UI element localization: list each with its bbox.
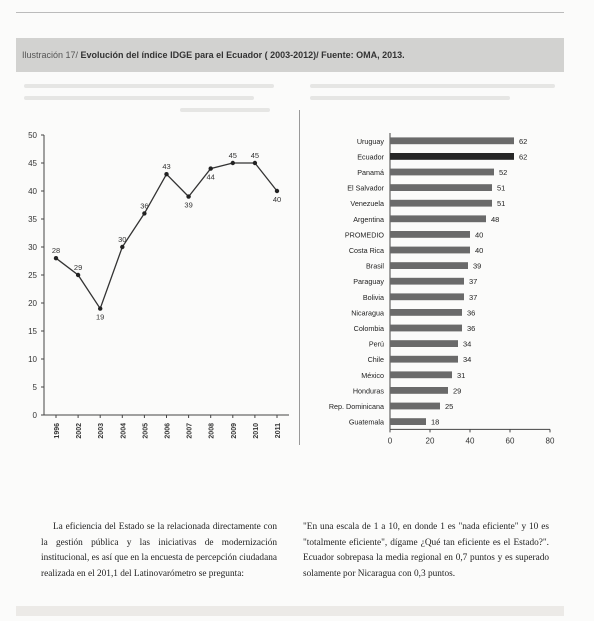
- y-tick-label: 5: [32, 383, 37, 392]
- data-point: [164, 172, 168, 176]
- show-through-line: [310, 84, 555, 88]
- category-label: Chile: [367, 355, 384, 365]
- category-label: Bolivia: [362, 292, 384, 302]
- data-label: 45: [228, 151, 237, 160]
- bar: [390, 325, 462, 332]
- data-label: 30: [118, 235, 127, 244]
- series-line: [56, 163, 277, 309]
- show-through-line: [24, 84, 274, 88]
- data-label: 28: [51, 246, 61, 256]
- category-label: Colombia: [353, 324, 384, 333]
- bar-value-label: 36: [467, 308, 476, 318]
- bar-value-label: 40: [475, 246, 484, 255]
- bar: [390, 356, 458, 363]
- bar: [390, 371, 452, 378]
- top-rule: [16, 12, 564, 13]
- y-tick-label: 50: [28, 131, 37, 140]
- category-label: Nicaragua: [351, 308, 384, 318]
- x-tick-label: 40: [465, 436, 475, 446]
- data-point: [76, 273, 80, 277]
- x-tick-label: 2007: [186, 423, 194, 439]
- bar: [390, 340, 458, 347]
- bar-value-label: 34: [463, 355, 472, 365]
- bar-value-label: 40: [475, 230, 484, 240]
- x-tick-label: 2006: [164, 423, 172, 439]
- data-label: 36: [140, 201, 149, 211]
- bar: [390, 137, 514, 144]
- bar: [390, 309, 462, 316]
- bar: [390, 387, 448, 394]
- category-label: Uruguay: [356, 136, 384, 146]
- x-tick-label: 2009: [230, 423, 238, 439]
- x-tick-label: 2004: [120, 423, 128, 439]
- x-tick-label: 0: [387, 436, 393, 446]
- bar-value-label: 25: [445, 402, 454, 411]
- bar: [390, 153, 514, 160]
- bar: [390, 169, 494, 176]
- data-label: 45: [250, 151, 260, 160]
- category-label: Panamá: [357, 168, 384, 177]
- bar-value-label: 62: [519, 152, 528, 162]
- caption-label: Ilustración 17/: [22, 50, 79, 60]
- data-point: [186, 194, 190, 198]
- category-label: Paraguay: [353, 277, 384, 287]
- y-tick-label: 40: [28, 187, 37, 196]
- show-through-line: [180, 108, 270, 112]
- x-tick-label: 2002: [76, 423, 84, 439]
- data-point: [120, 245, 124, 249]
- bar-value-label: 31: [457, 370, 466, 380]
- bar: [390, 278, 464, 285]
- category-label: Perú: [368, 339, 384, 349]
- bar: [390, 184, 492, 191]
- category-label: Venezuela: [350, 199, 384, 209]
- category-label: Costa Rica: [348, 246, 384, 255]
- x-tick-label: 2005: [142, 423, 150, 439]
- y-tick-label: 35: [28, 215, 37, 224]
- show-through-line: [310, 96, 510, 100]
- bar-value-label: 37: [469, 292, 478, 302]
- bar-value-label: 48: [491, 214, 500, 224]
- x-tick-label: 2011: [275, 423, 282, 439]
- category-label: Guatemala: [348, 417, 384, 427]
- bar: [390, 247, 470, 254]
- bar-chart: [306, 125, 576, 465]
- y-tick-label: 45: [28, 159, 37, 168]
- category-label: El Salvador: [347, 183, 384, 193]
- bar: [390, 293, 464, 300]
- data-point: [209, 166, 213, 170]
- figure-caption: [22, 50, 405, 60]
- y-tick-label: 20: [28, 299, 37, 308]
- x-tick-label: 20: [425, 436, 435, 446]
- bar: [390, 403, 440, 410]
- category-label: Brasil: [366, 261, 384, 271]
- data-point: [54, 256, 58, 260]
- category-label: México: [361, 370, 384, 380]
- bar-value-label: 34: [463, 339, 472, 349]
- category-label: Ecuador: [357, 152, 384, 162]
- bar-value-label: 18: [431, 417, 440, 427]
- bar-value-label: 51: [497, 183, 506, 193]
- y-tick-label: 25: [28, 271, 37, 280]
- data-point: [253, 161, 257, 165]
- data-point: [142, 211, 146, 215]
- data-point: [275, 189, 279, 193]
- x-tick-label: 2010: [252, 423, 260, 439]
- line-chart: [18, 125, 308, 455]
- bar: [390, 200, 492, 207]
- bar-value-label: 62: [519, 136, 528, 146]
- bar: [390, 418, 426, 425]
- show-through-line: [24, 96, 254, 100]
- x-tick-label: 2008: [208, 423, 216, 439]
- category-label: Honduras: [352, 386, 384, 396]
- y-tick-label: 15: [28, 327, 37, 336]
- data-label: 44: [206, 172, 215, 182]
- category-label: Argentina: [353, 214, 384, 224]
- y-tick-label: 10: [28, 355, 37, 364]
- data-label: 19: [96, 312, 105, 322]
- caption-title: Evolución del índice IDGE para el Ecuador ( 2003-2012)/ Fuente: OMA, 2013.: [80, 50, 405, 60]
- page-edge-shadow: [16, 606, 564, 616]
- x-tick-label: 1996: [54, 423, 61, 439]
- bar: [390, 215, 486, 222]
- y-tick-label: 30: [28, 243, 37, 252]
- bar-value-label: 39: [473, 261, 482, 271]
- x-tick-label: 80: [545, 436, 555, 446]
- x-tick-label: 60: [505, 436, 515, 446]
- bar-value-label: 36: [467, 324, 476, 333]
- bar-value-label: 29: [453, 386, 462, 396]
- bar-value-label: 51: [497, 199, 506, 209]
- data-label: 40: [272, 195, 282, 204]
- y-tick-label: 0: [32, 411, 37, 420]
- category-label: Rep. Dominicana: [328, 402, 384, 411]
- x-tick-label: 2003: [98, 423, 106, 439]
- bar-value-label: 37: [469, 277, 478, 287]
- bar: [390, 262, 468, 269]
- data-point: [98, 306, 102, 310]
- body-paragraph-left: La eficiencia del Estado se la relacionada directamente con la gestión pública y las iniciativas de modernización institucional, es así que en la encuesta de percepción ciudadana realizada en el 201,1 del Latinovarómetro se pregunta:: [41, 522, 277, 579]
- data-label: 39: [184, 200, 193, 210]
- bar-value-label: 52: [499, 168, 508, 177]
- body-paragraph-right: "En una escala de 1 a 10, en donde 1 es "nada eficiente" y 10 es "totalmente eficiente", dígame ¿Qué tan eficiente es el Estado?". Ecuador sobrepasa la media regional en 0,7 puntos y es superado solamente por Nicaragua con 0,3 puntos.: [303, 522, 549, 579]
- category-label: PROMEDIO: [344, 230, 384, 240]
- bar: [390, 231, 470, 238]
- data-label: 29: [73, 263, 83, 272]
- data-label: 43: [162, 162, 171, 172]
- data-point: [231, 161, 235, 165]
